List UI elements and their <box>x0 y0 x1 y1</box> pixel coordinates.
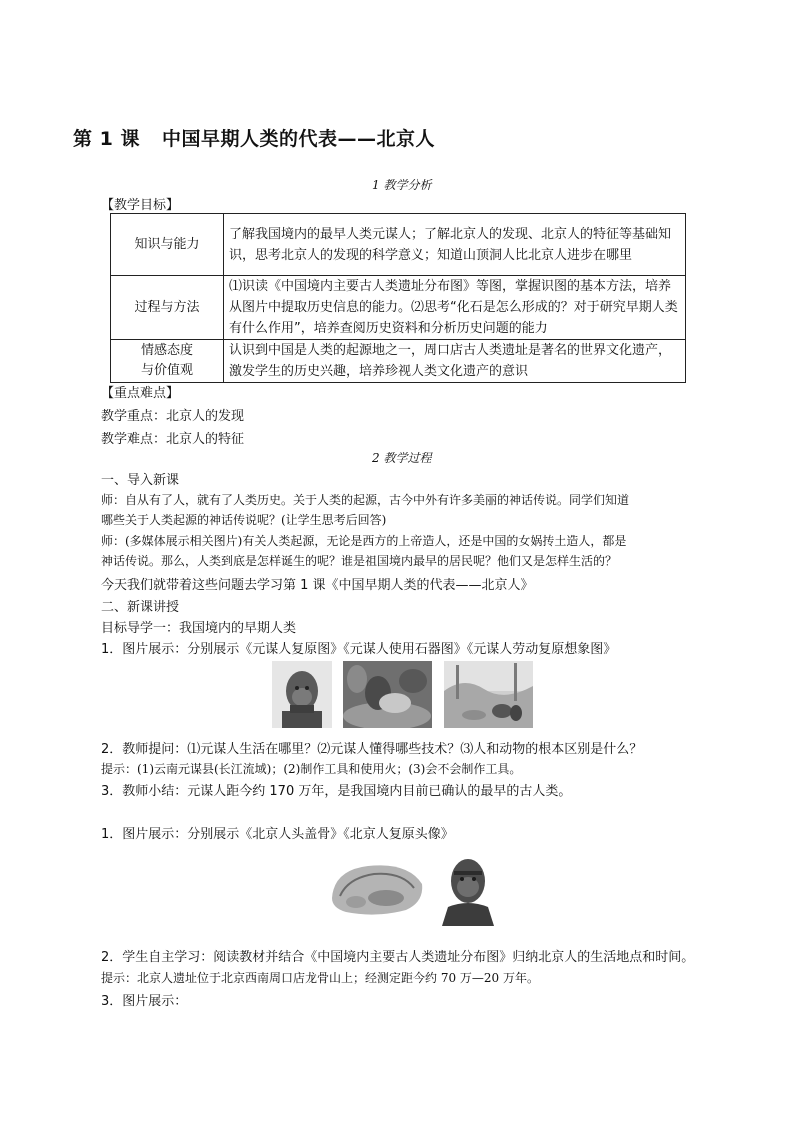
goals-content: 了解我国境内的最早人类元谋人；了解北京人的发现、北京人的特征等基础知识，思考北京人的发现的科学意义；知道山顶洞人比北京人进步在哪里 <box>224 214 686 276</box>
item-teacher-question: 2．教师提问：⑴元谋人生活在哪里？⑵元谋人懂得哪些技术？⑶人和动物的根本区别是什么？ <box>101 742 643 757</box>
beijing-bust-image <box>438 851 498 926</box>
intro-paragraph-2: 师：(多媒体展示相关图片)有关人类起源，无论是西方的上帝造人，还是中国的女娲抟土造人，都是 <box>101 534 627 548</box>
teaching-goals-table <box>110 213 686 383</box>
hint-beijing: 提示：北京人遗址位于北京西南周口店龙骨山上；经测定距今约 70 万—20 万年。 <box>101 971 539 985</box>
intro-paragraph-3: 今天我们就带着这些问题去学习第 1 课《中国早期人类的代表——北京人》 <box>101 578 534 593</box>
goals-row-method <box>111 276 686 340</box>
goals-label <box>111 214 224 276</box>
item-picture-more: 3．图片展示： <box>101 994 188 1009</box>
item-teacher-summary: 3．教师小结：元谋人距今约 170 万年，是我国境内目前已确认的最早的古人类。 <box>101 784 572 799</box>
goals-label-line: 过程与方法 <box>134 299 200 315</box>
key-difficulty: 教学难点：北京人的特征 <box>101 432 245 447</box>
goals-label <box>111 340 224 383</box>
goals-row-attitude <box>111 340 686 383</box>
goals-row-knowledge <box>111 214 686 276</box>
intro-heading: 一、导入新课 <box>101 473 180 488</box>
item-picture-yuanmou: 1．图片展示：分别展示《元谋人复原图》《元谋人使用石器图》《元谋人劳动复原想象图》 <box>101 642 617 657</box>
yuanmou-stone-tool-image <box>343 661 432 728</box>
intro-paragraph-1-cont: 哪些关于人类起源的神话传说呢？(让学生思考后回答) <box>101 513 387 527</box>
goals-label-line: 情感态度 <box>140 343 193 358</box>
section-heading-process: 2 教学过程 <box>372 451 432 465</box>
goals-label-line: 知识与能力 <box>134 236 200 252</box>
item-picture-beijing: 1．图片展示：分别展示《北京人头盖骨》《北京人复原头像》 <box>101 827 454 842</box>
guide-one: 目标导学一：我国境内的早期人类 <box>101 621 297 636</box>
beijing-skull-image <box>326 858 427 920</box>
key-focus: 教学重点：北京人的发现 <box>101 409 245 424</box>
lesson-number: 第 1 课 <box>73 128 140 150</box>
new-lesson-heading: 二、新课讲授 <box>101 600 180 615</box>
goals-label <box>111 276 224 340</box>
key-points-heading: 【重点难点】 <box>101 386 180 401</box>
intro-paragraph-1: 师：自从有了人，就有了人类历史。关于人类的起源，古今中外有许多美丽的神话传说。同学们知道 <box>101 493 630 507</box>
goals-content: ⑴识读《中国境内主要古人类遗址分布图》等图，掌握识图的基本方法，培养从图片中提取历史信息的能力。⑵思考“化石是怎么形成的？对于研究早期人类有什么作用”，培养查阅历史资料和分析历史问题的能力 <box>224 276 686 340</box>
yuanmou-restoration-image <box>272 661 332 728</box>
item-self-study: 2．学生自主学习：阅读教材并结合《中国境内主要古人类遗址分布图》归纳北京人的生活地点和时间。 <box>101 950 695 965</box>
intro-paragraph-2-cont: 神话传说。那么，人类到底是怎样诞生的呢？谁是祖国境内最早的居民呢？他们又是怎样生活的？ <box>101 554 618 568</box>
yuanmou-labor-image <box>444 661 533 728</box>
lesson-title <box>73 124 435 151</box>
goals-label-line: 与价值观 <box>140 363 193 378</box>
goals-content: 认识到中国是人类的起源地之一，周口店古人类遗址是著名的世界文化遗产，激发学生的历史兴趣，培养珍视人类文化遗产的意识 <box>224 340 686 383</box>
goals-heading: 【教学目标】 <box>101 198 180 213</box>
section-heading-analysis: 1 教学分析 <box>372 178 432 192</box>
lesson-name: 中国早期人类的代表——北京人 <box>161 128 435 150</box>
hint-yuanmou: 提示：(1)云南元谋县(长江流域)；(2)制作工具和使用火；(3)会不会制作工具。 <box>101 762 522 776</box>
